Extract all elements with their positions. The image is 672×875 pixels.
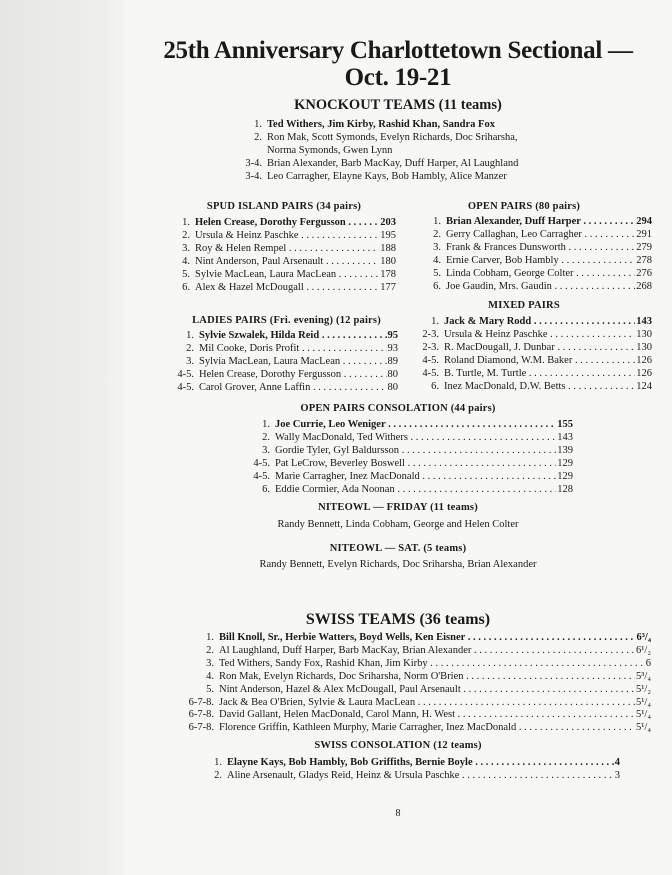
player-names-text: Brian Alexander, Barb MacKay, Duff Harper, Al Laughland [267,157,519,169]
score: 126 [636,367,652,379]
placement: 1. [431,316,439,327]
score: 143 [636,316,652,327]
player-names-text: Alex & Hazel McDougall [195,281,304,293]
placement: 2. [206,644,214,656]
player-names-text: Bill Knoll, Sr., Herbie Watters, Boyd Wells, Ken Eisner [219,632,466,643]
result-row [406,329,652,342]
player-names-text: Eddie Cormier, Ada Noonan [275,483,395,495]
placement: 6-7-8. [188,696,214,708]
player-names [267,119,568,132]
player-names [199,330,387,343]
result-row [406,368,652,381]
player-names [267,158,568,171]
player-names [219,658,645,671]
player-names-text: Helen Crease, Dorothy Fergusson [199,368,342,380]
placement: 2. [254,131,262,143]
score: 276 [636,267,652,279]
result-row [174,658,651,671]
page-title-line-1: 25th Anniversary Charlottetown Sectional — [163,37,633,64]
result-row [170,356,398,369]
result-row [406,342,652,355]
score: 89 [387,355,398,367]
player-names-text: Sylvie Szwalek, Hilda Reid [199,330,320,341]
score: 130 [636,341,652,353]
placement: 1. [214,757,222,768]
result-row [238,158,568,171]
result-row [174,632,651,645]
result-row [421,268,652,281]
placement: 3. [186,355,194,367]
result-row [170,282,396,295]
player-names [195,230,379,243]
placement: 2. [433,228,441,240]
placement: 2. [214,769,222,781]
placement: 1. [206,632,214,643]
player-names-text: Florence Griffin, Kathleen Murphy, Marie Carragher, Inez MacDonald [219,722,517,734]
score: 178 [380,268,396,280]
score: 80 [387,381,398,393]
player-names [219,645,635,658]
player-names-text: B. Turtle, M. Turtle [444,367,527,379]
placement: 4. [206,670,214,682]
result-row [174,709,651,722]
player-names [267,132,568,145]
player-names [444,355,635,368]
player-names [267,171,568,184]
page-binding-margin [0,0,125,875]
result-row [170,269,396,282]
score: 130 [636,328,652,340]
score: 3 [614,769,620,781]
page-number: 8 [395,808,401,819]
knockout-list [238,119,568,184]
player-names [267,145,568,158]
player-names-text: Sylvie MacLean, Laura MacLean [195,268,337,280]
player-names [219,697,635,710]
placement: 6. [433,280,441,292]
placement: 2. [182,229,190,241]
player-names-text: Aline Arsenault, Gladys Reid, Heinz & Ursula Paschke [227,769,460,781]
result-row [421,255,652,268]
score: 129 [557,470,573,482]
player-names [446,229,635,242]
consolation-list [240,419,573,496]
result-row [240,484,573,497]
player-names [227,770,614,783]
player-names [446,281,635,294]
player-names [195,256,379,269]
player-names-text: Jack & Mary Rodd [444,316,532,327]
player-names-text: Ursula & Heinz Paschke [444,328,548,340]
player-names [195,243,379,256]
score: 180 [380,255,396,267]
placement: 5. [206,683,214,695]
placement [238,145,267,158]
swiss-consolation-list [200,757,620,783]
player-names [446,216,635,229]
results-page [124,0,672,875]
player-names [227,757,614,770]
player-names-text: Norma Symonds, Gwen Lynn [267,144,393,156]
player-names [444,381,635,394]
result-row [170,230,396,243]
player-names-text: Ron Mak, Evelyn Richards, Doc Sriharsha, Norm O'Brien [219,670,464,682]
score: 278 [636,254,652,266]
placement: 3-4. [245,157,262,169]
placement: 5. [182,268,190,280]
score: 5³/₄ [636,670,651,682]
placement: 2. [262,431,270,443]
result-row [238,119,568,132]
score: 155 [557,419,573,430]
player-names-text: Joe Gaudin, Mrs. Gaudin [446,280,552,292]
player-names [275,445,556,458]
niteowl-friday-heading: NITEOWL — FRIDAY (11 teams) [318,502,478,513]
player-names-text: Al Laughland, Duff Harper, Barb MacKay, Brian Alexander [219,644,472,656]
player-names-text: Ron Mak, Scott Symonds, Evelyn Richards, Doc Sriharsha, [267,131,518,143]
player-names [444,368,635,381]
result-row [170,330,398,343]
score: 4 [614,757,620,768]
player-names [275,432,556,445]
player-names [275,458,556,471]
score: 195 [380,229,396,241]
score: 128 [557,483,573,495]
player-names [199,356,387,369]
player-names [199,369,387,382]
placement: 2. [186,342,194,354]
result-row [174,671,651,684]
result-row [170,243,396,256]
player-names [219,722,635,735]
player-names-text: Inez MacDonald, D.W. Betts [444,380,566,392]
niteowl-saturday-winners: Randy Bennett, Evelyn Richards, Doc Sriharsha, Brian Alexander [259,559,537,570]
score: 5¹/₄ [636,722,651,734]
player-names-text: Frank & Frances Dunsworth [446,241,566,253]
score: 6 [645,657,651,669]
player-names-text: Roland Diamond, W.M. Baker [444,354,573,366]
player-names-text: Pat LeCrow, Beverley Boswell [275,457,405,469]
player-names-text: Ted Withers, Jim Kirby, Rashid Khan, Sandra Fox [267,119,495,130]
result-row [421,242,652,255]
player-names-text: Gerry Callaghan, Leo Carragher [446,228,582,240]
player-names-text: Leo Carragher, Elayne Kays, Bob Hambly, Alice Manzer [267,170,507,182]
score: 139 [557,444,573,456]
player-names [219,632,636,645]
result-row [174,645,651,658]
player-names [219,684,635,697]
result-row [174,684,651,697]
placement: 3. [206,657,214,669]
ladies-pairs-list [170,330,398,395]
player-names-text: David Gallant, Helen MacDonald, Carol Mann, H. West [219,709,456,721]
player-names-text: Mil Cooke, Doris Profit [199,342,300,354]
score: 294 [636,216,652,227]
score: 126 [636,354,652,366]
player-names-text: Gordie Tyler, Gyl Baldursson [275,444,400,456]
open-pairs-heading: OPEN PAIRS (80 pairs) [467,201,581,212]
player-names [199,382,387,395]
niteowl-saturday-heading: NITEOWL — SAT. (5 teams) [329,543,467,554]
player-names [219,709,635,722]
player-names-text: R. MacDougall, J. Dunbar [444,341,555,353]
placement: 6-7-8. [188,722,214,734]
score: 5¹/₂ [636,683,651,695]
player-names-text: Joe Currie, Leo Weniger [275,419,386,430]
placement: 6. [262,483,270,495]
placement: 6-7-8. [188,709,214,721]
result-row [238,171,568,184]
swiss-teams-heading: SWISS TEAMS (36 teams) [305,611,491,628]
player-names-text: Ernie Carver, Bob Hambly [446,254,559,266]
score: 129 [557,457,573,469]
result-row [170,369,398,382]
knockout-heading: KNOCKOUT TEAMS (11 teams) [294,97,502,113]
score: 95 [387,330,398,341]
score: 6¹/₂ [636,644,651,656]
page-title-line-2: Oct. 19-21 [344,64,452,91]
player-names [275,471,556,484]
player-names-text: Ted Withers, Sandy Fox, Rashid Khan, Jim Kirby [219,657,428,669]
result-row [174,697,651,710]
player-names [446,268,635,281]
result-row [421,229,652,242]
score: 124 [636,380,652,392]
consolation-heading: OPEN PAIRS CONSOLATION (44 pairs) [300,403,496,414]
player-names [195,269,379,282]
result-row [240,458,573,471]
placement: 3. [182,242,190,254]
result-row [170,343,398,356]
result-row [174,722,651,735]
mixed-pairs-list [406,316,652,393]
player-names [275,484,556,497]
placement: 2-3. [422,328,439,340]
score: 291 [636,228,652,240]
open-pairs-list [421,216,652,293]
player-names-text: Brian Alexander, Duff Harper [446,216,581,227]
score: 177 [380,281,396,293]
placement: 1. [186,330,194,341]
result-row [170,256,396,269]
result-row [240,471,573,484]
player-names-text: Wally MacDonald, Ted Withers [275,431,408,443]
player-names-text: Jack & Bea O'Brien, Sylvie & Laura MacLean [219,696,416,708]
player-names [444,316,635,329]
spud-island-heading: SPUD ISLAND PAIRS (34 pairs) [206,201,362,212]
placement: 4-5. [422,354,439,366]
player-names-text: Marie Carragher, Inez MacDonald [275,470,420,482]
placement: 5. [433,267,441,279]
result-row [421,216,652,229]
placement: 6. [431,380,439,392]
player-names-text: Elayne Kays, Bob Hambly, Bob Griffiths, Bernie Boyle [227,757,473,768]
player-names-text: Sylvia MacLean, Laura MacLean [199,355,341,367]
result-row [170,217,396,230]
placement: 1. [254,119,262,130]
player-names [195,282,379,295]
player-names-text: Ursula & Heinz Paschke [195,229,299,241]
player-names-text: Carol Grover, Anne Laffin [199,381,311,393]
player-names-text: Helen Crease, Dorothy Fergusson [195,217,346,228]
result-row [406,316,652,329]
placement: 1. [262,419,270,430]
result-row [421,281,652,294]
result-row [238,132,568,145]
result-row [406,381,652,394]
placement: 4-5. [177,381,194,393]
player-names [444,342,635,355]
player-names [195,217,379,230]
ladies-pairs-heading: LADIES PAIRS (Fri. evening) (12 pairs) [192,315,381,326]
player-names [199,343,387,356]
result-row [200,770,620,783]
result-row [170,382,398,395]
score: 93 [387,342,398,354]
player-names-text: Nint Anderson, Hazel & Alex McDougall, Paul Arsenault [219,683,461,695]
result-row [240,432,573,445]
score: 279 [636,241,652,253]
player-names-text: Nint Anderson, Paul Arsenault [195,255,324,267]
swiss-consolation-heading: SWISS CONSOLATION (12 teams) [314,740,482,751]
placement: 1. [433,216,441,227]
mixed-pairs-heading: MIXED PAIRS [488,300,560,311]
niteowl-friday-winners: Randy Bennett, Linda Cobham, George and Helen Colter [277,519,519,530]
player-names-text: Linda Cobham, George Colter [446,267,574,279]
placement: 3-4. [245,170,262,182]
placement: 4-5. [422,367,439,379]
placement: 3. [433,241,441,253]
player-names [446,255,635,268]
placement: 4-5. [253,457,270,469]
spud-island-list [170,217,396,294]
player-names [446,242,635,255]
score: 268 [636,280,652,292]
score: 80 [387,368,398,380]
player-names [219,671,635,684]
placement: 4. [433,254,441,266]
score: 143 [557,431,573,443]
result-row [240,445,573,458]
placement: 4. [182,255,190,267]
player-names-text: Roy & Helen Rempel [195,242,287,254]
placement: 4-5. [253,470,270,482]
placement: 3. [262,444,270,456]
swiss-teams-list [174,632,651,735]
result-row [406,355,652,368]
score: 188 [380,242,396,254]
result-row [200,757,620,770]
player-names [275,419,556,432]
score: 5¹/₄ [636,696,651,708]
score: 203 [380,217,396,228]
result-row [240,419,573,432]
player-names [444,329,635,342]
result-row [238,145,568,158]
placement: 1. [182,217,190,228]
placement: 6. [182,281,190,293]
placement: 2-3. [422,341,439,353]
score: 5¹/₄ [636,709,651,721]
score: 6³/₄ [636,632,651,643]
placement: 4-5. [177,368,194,380]
